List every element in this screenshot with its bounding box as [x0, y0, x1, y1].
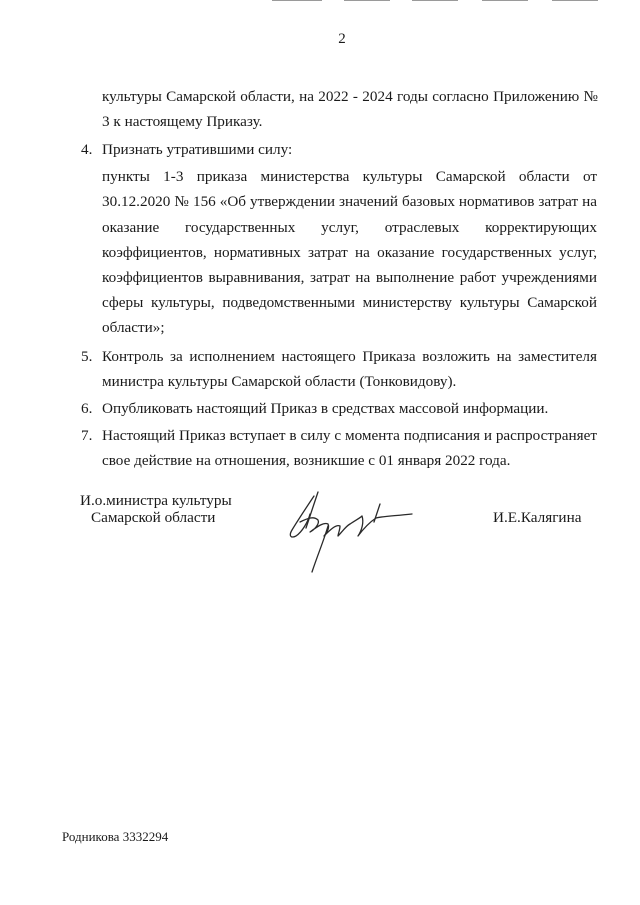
- item-4-line-5: коэффициентов выравнивания, затрат на выполнение работ учреждениями: [102, 269, 597, 286]
- item-4-line-3: оказание государственных услуг, отраслевых корректирующих: [102, 219, 597, 236]
- item-6-number: 6.: [81, 400, 93, 417]
- signatory-title-line-2: Самарской области: [91, 509, 216, 526]
- top-scan-mark: [344, 0, 390, 1]
- intro-line-1: культуры Самарской области, на 2022 - 2024 годы согласно Приложению №: [102, 88, 598, 105]
- item-4-line-7: области»;: [102, 319, 165, 336]
- item-4-number: 4.: [81, 141, 93, 158]
- item-7-line-1: Настоящий Приказ вступает в силу с момента подписания и распространяет: [102, 427, 597, 444]
- item-4-line-6: сферы культуры, подведомственными министерству культуры Самарской: [102, 294, 597, 311]
- top-scan-mark: [552, 0, 598, 1]
- executor-footer: Родникова 3332294: [62, 829, 169, 844]
- item-7-number: 7.: [81, 427, 93, 444]
- handwritten-signature: [284, 486, 420, 578]
- top-scan-mark: [412, 0, 458, 1]
- page-number: 2: [338, 31, 346, 47]
- signatory-name: И.Е.Калягина: [493, 509, 582, 526]
- item-4-lead: Признать утратившими силу:: [102, 141, 293, 158]
- item-4-line-2: 30.12.2020 № 156 «Об утверждении значений базовых нормативов затрат на: [102, 193, 597, 210]
- top-scan-mark: [482, 0, 528, 1]
- item-5-line-2: министра культуры Самарской области (Тонковидову).: [102, 373, 457, 390]
- top-scan-mark: [272, 0, 322, 1]
- item-5-number: 5.: [81, 348, 93, 365]
- signatory-title-line-1: И.о.министра культуры: [80, 492, 232, 509]
- intro-line-2: 3 к настоящему Приказу.: [102, 113, 263, 130]
- item-5-line-1: Контроль за исполнением настоящего Приказа возложить на заместителя: [102, 348, 597, 365]
- item-4-line-1: пункты 1-3 приказа министерства культуры Самарской области от: [102, 168, 597, 185]
- item-4-line-4: коэффициентов, нормативных затрат на оказание государственных услуг,: [102, 244, 597, 261]
- item-6-line-1: Опубликовать настоящий Приказ в средствах массовой информации.: [102, 400, 549, 417]
- item-7-line-2: свое действие на отношения, возникшие с 01 января 2022 года.: [102, 452, 511, 469]
